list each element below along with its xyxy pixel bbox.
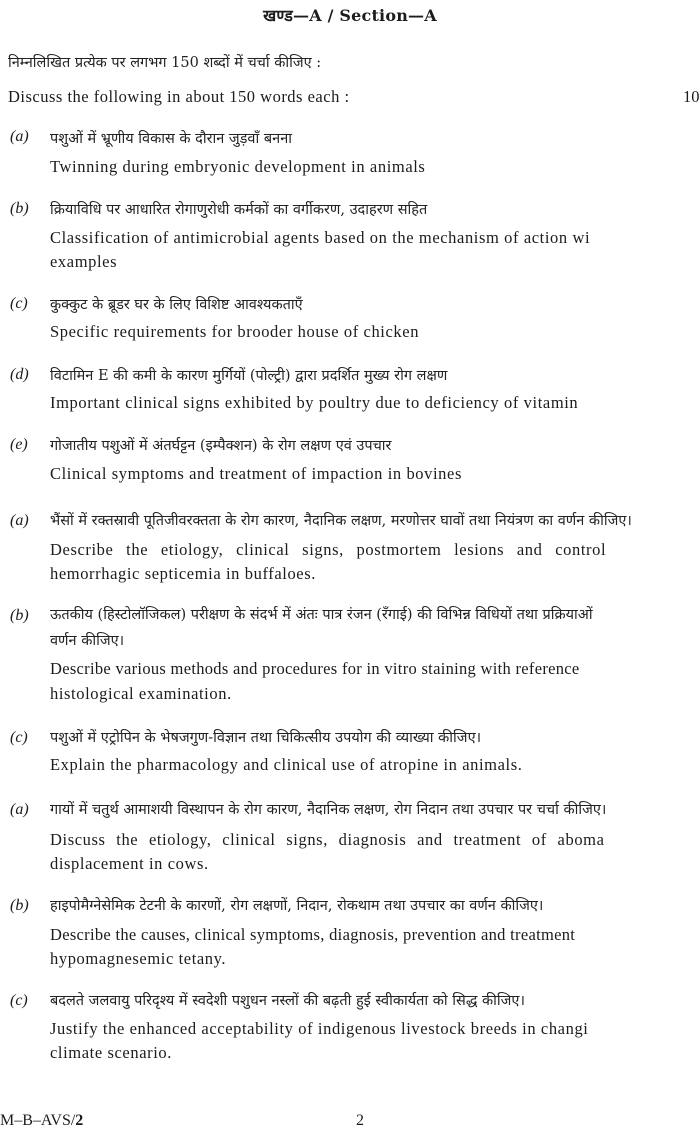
question-english: Justify the enhanced acceptability of indigenous livestock breeds in changi [50,1019,589,1038]
question-label: (b) [10,200,29,217]
question-label: (c) [10,992,28,1009]
question-label: (d) [10,366,29,383]
question-label: (e) [10,436,28,453]
question-hindi: क्रियाविधि पर आधारित रोगाणुरोधी कर्मकों का वर्गीकरण, उदाहरण सहित [50,202,428,218]
instruction-english: Discuss the following in about 150 words each : [8,87,350,106]
question-english: Clinical symptoms and treatment of impaction in bovines [50,464,462,483]
question-hindi: गायों में चतुर्थ आमाशयी विस्थापन के रोग कारण, नैदानिक लक्षण, रोग निदान तथा उपचार पर चर्चा कीजिए। [50,802,607,818]
question-hindi: बदलते जलवायु परिदृश्य में स्वदेशी पशुधन नस्लों की बढ़ती हुई स्वीकार्यता को सिद्ध कीजिए। [50,993,525,1009]
marks: 10 [683,87,700,106]
question-english: hemorrhagic septicemia in buffaloes. [50,564,316,583]
question-hindi: ऊतकीय (हिस्टोलॉजिकल) परीक्षण के संदर्भ में अंतः पात्र रंजन (रँगाई) की विभिन्न विधियों तथा प्रक्रियाओं [50,607,593,623]
question-label: (c) [10,729,28,746]
question-english: Twinning during embryonic development in animals [50,157,426,176]
question-hindi: कुक्कुट के ब्रूडर घर के लिए विशिष्ट आवश्यकताएँ [50,297,303,313]
paper-code [0,1112,83,1130]
question-hindi: वर्णन कीजिए। [50,633,125,649]
question-english: examples [50,252,118,271]
instruction-hindi: निम्नलिखित प्रत्येक पर लगभग 150 शब्दों में चर्चा कीजिए : [8,55,322,71]
question-hindi: विटामिन E की कमी के कारण मुर्गियों (पोल्ट्री) द्वारा प्रदर्शित मुख्य रोग लक्षण [50,368,448,384]
question-hindi: गोजातीय पशुओं में अंतर्घट्टन (इम्पैक्शन) के रोग लक्षण एवं उपचार [50,438,392,454]
page-number: 2 [356,1112,364,1129]
question-english: Important clinical signs exhibited by poultry due to deficiency of vitamin [50,393,579,412]
paper-code-number: 2 [75,1112,84,1129]
question-english: Discuss the etiology, clinical signs, diagnosis and treatment of aboma [50,830,605,849]
question-label: (a) [10,512,29,529]
question-english: displacement in cows. [50,854,209,873]
question-english: Describe the etiology, clinical signs, postmortem lesions and control [50,540,607,559]
question-english: Specific requirements for brooder house of chicken [50,322,420,341]
question-label: (a) [10,801,29,818]
question-english: climate scenario. [50,1043,172,1062]
question-hindi: भैंसों में रक्तस्रावी पूतिजीवरक्तता के रोग कारण, नैदानिक लक्षण, मरणोत्तर घावों तथा नियंत्रण का वर्णन कीजिए। [50,513,632,529]
question-label: (b) [10,607,29,624]
question-english: Classification of antimicrobial agents based on the mechanism of action wi [50,228,591,247]
question-english: Explain the pharmacology and clinical use of atropine in animals. [50,755,523,774]
question-english: hypomagnesemic tetany. [50,949,227,968]
question-label: (b) [10,897,29,914]
paper-code-prefix: M–B–AVS/ [0,1112,76,1129]
question-english: histological examination. [50,684,232,703]
question-label: (a) [10,128,29,145]
question-hindi: पशुओं में भ्रूणीय विकास के दौरान जुड़वाँ बनना [50,131,292,147]
question-label: (c) [10,295,28,312]
section-heading: खण्ड—A / Section—A [263,6,437,25]
question-english: Describe various methods and procedures for in vitro staining with reference [50,659,580,678]
question-hindi: हाइपोमैग्नेसेमिक टेटनी के कारणों, रोग लक्षणों, निदान, रोकथाम तथा उपचार का वर्णन कीजिए। [50,898,544,914]
question-hindi: पशुओं में एट्रोपिन के भेषजगुण-विज्ञान तथा चिकित्सीय उपयोग की व्याख्या कीजिए। [50,730,482,746]
question-english: Describe the causes, clinical symptoms, diagnosis, prevention and treatment [50,925,576,944]
